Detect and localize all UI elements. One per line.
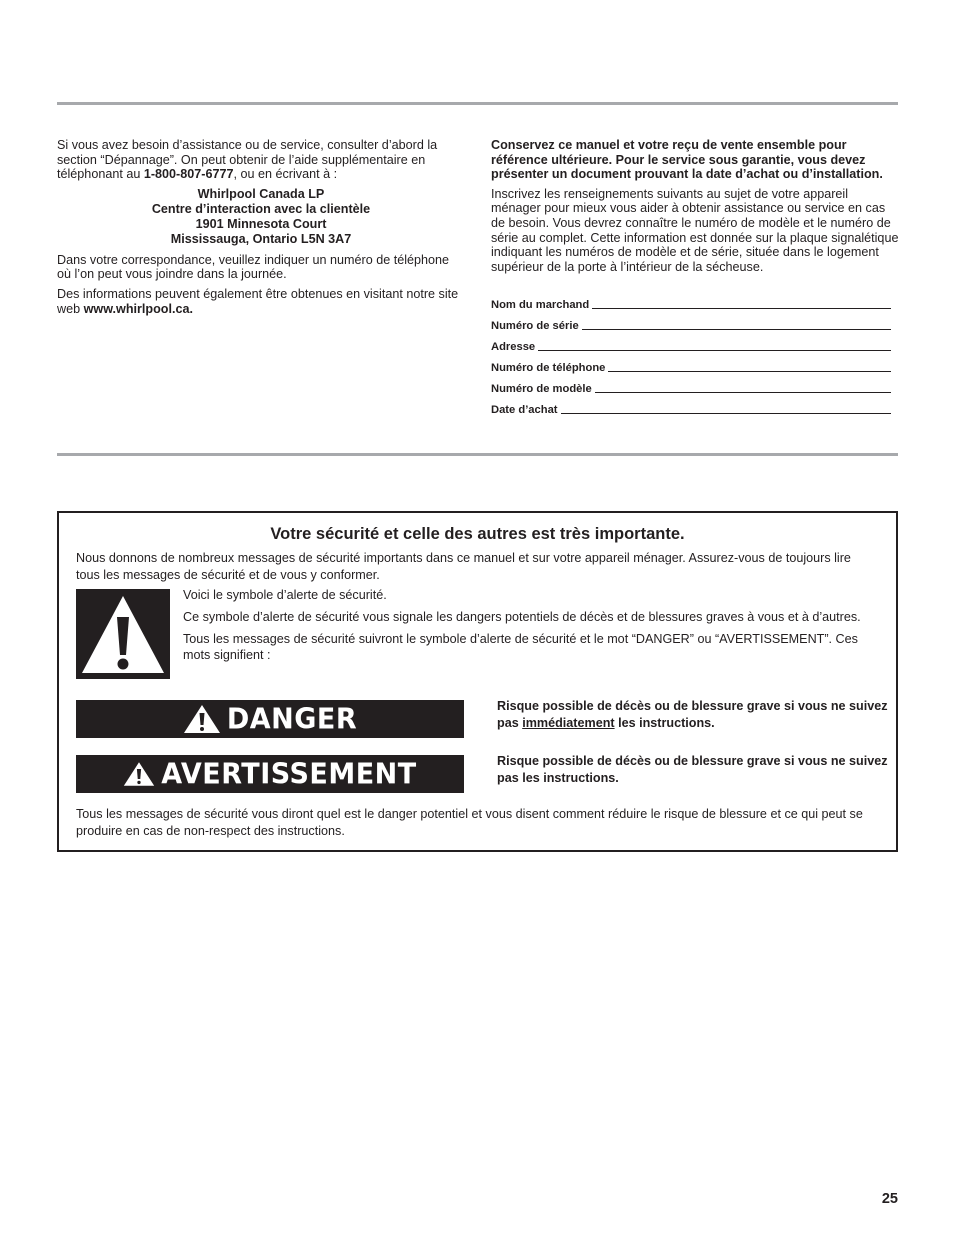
field-address[interactable]: Adresse [491,333,899,354]
warning-label: AVERTISSEMENT [161,757,417,791]
page-number: 25 [881,1191,898,1207]
correspondence-note: Dans votre correspondance, veuillez indiquer un numéro de téléphone où l’on peut vous joindre dans la journée. [57,252,450,282]
fill-line [538,350,891,351]
danger-label: DANGER [226,702,358,736]
symbol-meaning: Ce symbole d’alerte de sécurité vous signale les dangers potentiels de décès et de blessures graves à vous et à d’autres. [183,610,861,624]
safety-alert-symbol [76,589,170,679]
mailing-address [57,187,465,247]
safety-intro: Nous donnons de nombreux messages de sécurité importants dans ce manuel et sur votre appareil ménager. Assurez-vous de toujours lire tous les messages de sécurité et de vous y conformer. [76,551,851,582]
danger-signal-bar [76,700,464,738]
alert-triangle-icon [183,704,221,734]
top-divider [57,102,898,105]
address-line: 1901 Minnesota Court [195,216,327,231]
address-line: Centre d’interaction avec la clientèle [151,201,371,216]
records-section [491,138,899,417]
fill-line [595,392,891,393]
fill-line [582,329,891,330]
field-purchase-date[interactable]: Date d’achat [491,396,899,417]
field-serial-number[interactable]: Numéro de série [491,312,899,333]
fill-line [608,371,891,372]
alert-triangle-icon [123,761,155,787]
assistance-section [57,138,465,321]
safety-box [57,511,898,852]
signal-words-note: Tous les messages de sécurité suivront le symbole d’alerte de sécurité et le mot “DANGER” ou “AVERTISSEMENT”. Ces mots signifient : [183,632,858,662]
website-note: Des informations peuvent également être obtenues en visitant notre site web www.whirlpool.ca. [57,286,459,316]
field-phone-number[interactable]: Numéro de téléphone [491,354,899,375]
address-line: Mississauga, Ontario L5N 3A7 [170,231,352,246]
warning-triangle-icon [76,589,170,679]
records-instructions: Inscrivez les renseignements suivants au sujet de votre appareil ménager pour mieux vous aider à obtenir assistance ou service en cas de besoin. Vous devrez connaître le numéro de modèle et le numéro de série au complet. Cette information est donnée sur la plaque signalétique indiquant les numéros de modèle et de série, située dans le logement supérieur de la porte à l’intérieur de la sécheuse. [491,186,899,274]
warning-signal-bar [76,755,464,793]
website-url: www.whirlpool.ca. [83,301,193,316]
alert-explanation [183,587,873,669]
address-line: Whirlpool Canada LP [197,186,325,201]
emphasis-immediately: immédiatement [522,716,615,730]
record-fields [491,291,899,417]
fill-line [561,413,891,414]
middle-divider [57,453,898,456]
phone-number: 1-800-807-6777 [143,167,234,182]
symbol-line: Voici le symbole d’alerte de sécurité. [183,588,387,602]
field-dealer-name[interactable]: Nom du marchand [491,291,899,312]
field-model-number[interactable]: Numéro de modèle [491,375,899,396]
warning-description: Risque possible de décès ou de blessure grave si vous ne suivez pas les instructions. [497,754,888,785]
keep-manual-notice: Conservez ce manuel et votre reçu de vente ensemble pour référence ultérieure. Pour le service sous garantie, vous devez présenter un document prouvant la date d’achat ou d’installation. [491,138,883,182]
safety-outro: Tous les messages de sécurité vous diront quel est le danger potentiel et vous disent comment réduire le risque de blessure et ce qui peut se produire en cas de non-respect des instructions. [76,807,863,838]
safety-title: Votre sécurité et celle des autres est très importante. [270,525,685,543]
assistance-intro: Si vous avez besoin d’assistance ou de service, consulter d’abord la section “Dépannage”. On peut obtenir de l’aide supplémentaire en téléphonant au 1-800-807-6777, ou en écrivant à : [57,138,438,182]
fill-line [592,308,891,309]
danger-description: Risque possible de décès ou de blessure grave si vous ne suivez pas immédiatement les instructions. [497,699,888,730]
